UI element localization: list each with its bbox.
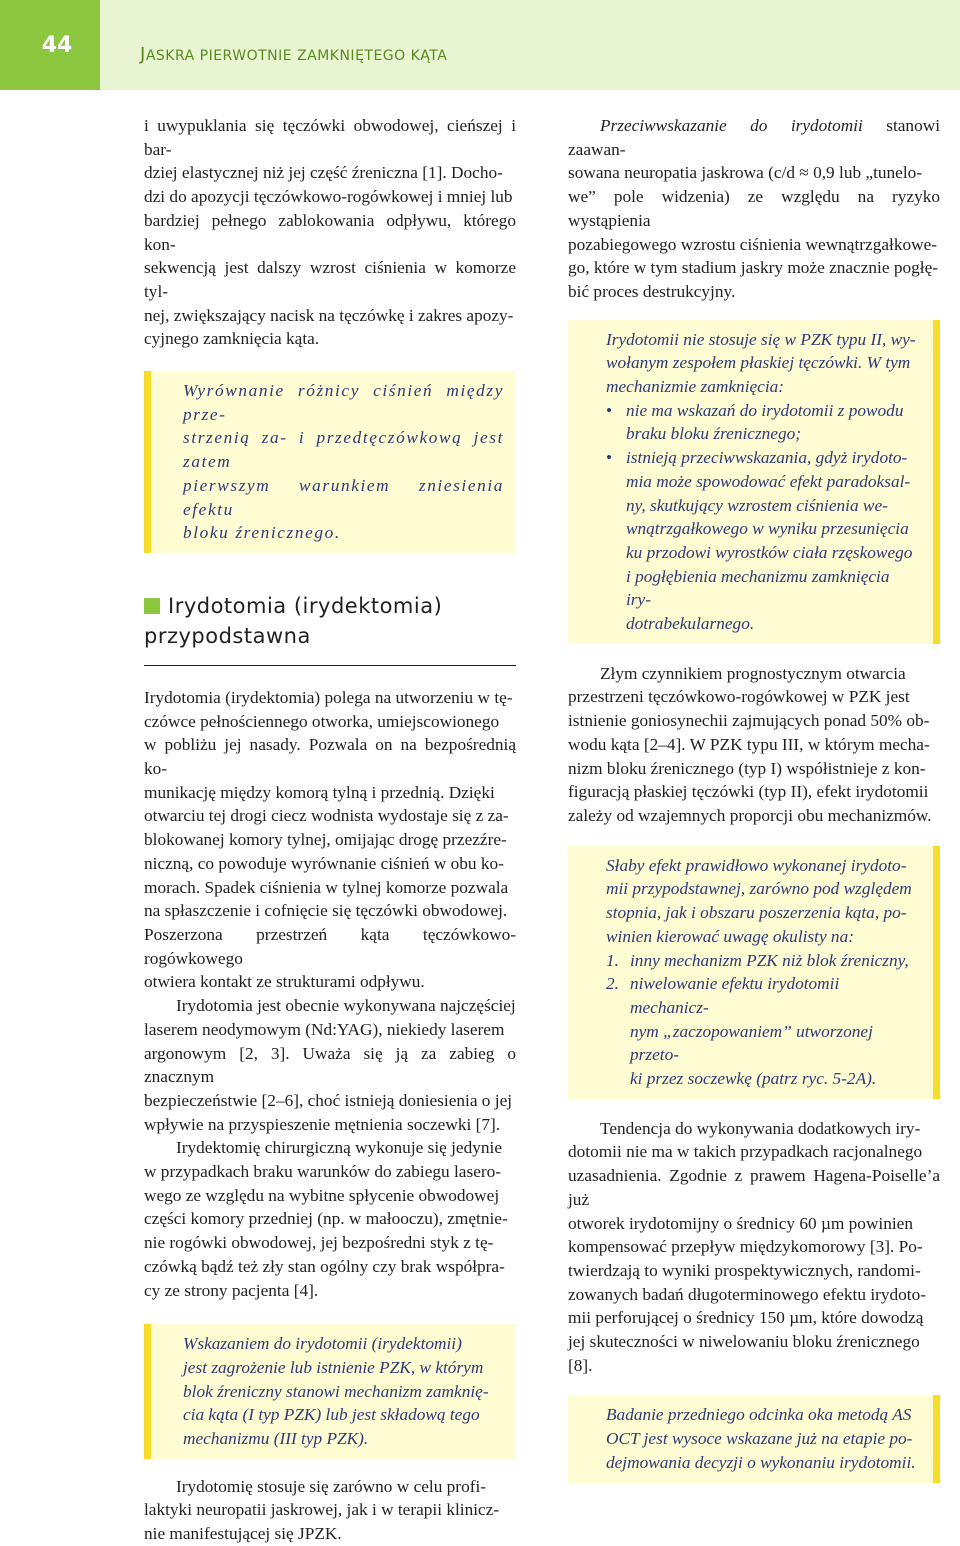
contraindication-intro xyxy=(606,328,917,399)
text-line: Przeciwwskazanie do irydotomii stanowi zaawan- xyxy=(568,116,940,159)
text-line: i uwypuklania się tęczówki obwodowej, cieńszej i bar- xyxy=(144,116,516,159)
text-line: przestrzeni tęczówkowo-rogówkowej w PZK jest xyxy=(568,687,910,707)
right-paragraph-3 xyxy=(568,1117,940,1378)
text-line: nie manifestującej się JPZK. xyxy=(144,1524,342,1544)
text-line: części komory przedniej (np. w małooczu), zmętnie- xyxy=(144,1209,508,1229)
text-line: laserem neodymowym (Nd:YAG), niekiedy laserem xyxy=(144,1019,505,1039)
heading-line-1: Irydotomia (irydektomia) xyxy=(168,593,443,618)
text-line: we” pole widzenia) ze względu na ryzyko wystąpienia xyxy=(568,187,940,230)
left-paragraph-3 xyxy=(144,994,516,1136)
highlight-box-indication xyxy=(144,1324,516,1459)
text-line: sowana neuropatia jaskrowa (c/d ≈ 0,9 lub „tunelo- xyxy=(568,163,923,183)
text-line: Irydektomię chirurgiczną wykonuje się jedynie xyxy=(176,1138,502,1158)
contraindication-bullets xyxy=(606,399,917,636)
text-line: bloku źrenicznego. xyxy=(183,523,341,543)
text-line: w przypadkach braku warunków do zabiegu lasero- xyxy=(144,1162,502,1182)
numbered-item: 2. niwelowanie efektu irydotomii mechanicz- nym „zaczopowaniem” utworzonej przeto- ki przez soczewkę (patrz ryc. 5-2A). xyxy=(606,974,877,1089)
text-line: munikację między komorą tylną i przednią. Dzięki xyxy=(144,782,495,802)
left-column xyxy=(144,114,516,1546)
running-title xyxy=(140,44,447,65)
text-line: dzi do apozycji tęczówkowo-rogówkowej i mniej lub xyxy=(144,187,513,207)
text-line: Poszerzona przestrzeń kąta tęczówkowo-rogówkowego xyxy=(144,924,516,968)
text-line: nej, zwiększający nacisk na tęczówkę i zakres apozy- xyxy=(144,305,514,325)
text-line: bić proces destrukcyjny. xyxy=(568,281,736,301)
text-line: zowanych badań długoterminowego efektu irydoto- xyxy=(568,1284,926,1304)
bullet-item: • nie ma wskazań do irydotomii z powodu braku bloku źrenicznego; xyxy=(606,399,917,446)
section-heading xyxy=(144,591,516,666)
text-line: istnienie goniosynechii zajmujących ponad 50% ob- xyxy=(568,711,930,731)
highlight-box-oct xyxy=(568,1395,940,1482)
text-line: dziej elastycznej niż jej część źreniczna [1]. Docho- xyxy=(144,163,503,183)
text-line: mechanizmie zamknięcia: xyxy=(606,377,785,397)
text-line: Badanie przedniego odcinka oka metodą AS xyxy=(606,1405,912,1425)
text-line: otworek irydotomijny o średnicy 60 µm powinien xyxy=(568,1213,913,1233)
text-line: zależy od wzajemnych proporcji obu mechanizmów. xyxy=(568,805,932,825)
text-line: nizm bloku źrenicznego (typ I) współistnieje z kon- xyxy=(568,758,926,778)
text-line: jest zagrożenie lub istnienie PZK, w którym xyxy=(183,1357,484,1377)
text-line: OCT jest wysoce wskazane już na etapie po- xyxy=(606,1429,913,1449)
text-line: wołanym zespołem płaskiej tęczówki. W tym xyxy=(606,353,911,373)
text-line: twierdzają to wyniki prospektywicznych, randomi- xyxy=(568,1260,921,1280)
text-line: wego ze względu na wybitne spłycenie obwodowej xyxy=(144,1185,500,1205)
left-paragraph-5 xyxy=(144,1475,516,1546)
text-line: uzasadnienia. Zgodnie z prawem Hagena-Poiselle’a już xyxy=(568,1166,940,1209)
text-line: pozabiegowego wzrostu ciśnienia wewnątrzgałkowe- xyxy=(568,234,938,254)
text-line: go, które w tym stadium jaskry może znacznie pogłę- xyxy=(568,258,938,278)
text-line: morach. Spadek ciśnienia w tylnej komorze pozwala xyxy=(144,877,509,897)
text-line: Tendencja do wykonywania dodatkowych iry- xyxy=(600,1118,921,1138)
text-line: na spłaszczenie i cofnięcie się tęczówki obwodowej. xyxy=(144,901,508,921)
text-line: wodu kąta [2–4]. W PZK typu III, w którym mecha- xyxy=(568,734,930,754)
text-line: sekwencją jest dalszy wzrost ciśnienia w komorze tyl- xyxy=(144,258,516,301)
text-line: figuracją płaskiej tęczówki (typ II), efekt irydotomii xyxy=(568,782,929,802)
text-line: Irydotomia (irydektomia) polega na utworzeniu w tę- xyxy=(144,687,513,707)
text-line: otwarciu tej drogi ciecz wodnista wydostaje się z za- xyxy=(144,806,509,826)
text-line: Irydotomia jest obecnie wykonywana najczęściej xyxy=(176,996,516,1016)
text-line: czówką bądź też zły stan ogólny czy brak współpra- xyxy=(144,1256,505,1276)
right-paragraph-2 xyxy=(568,662,940,828)
text-line: cy ze strony pacjenta [4]. xyxy=(144,1280,319,1300)
numbered-item: 1. inny mechanizm PZK niż blok źreniczny, xyxy=(606,950,909,970)
bullet-icon: • xyxy=(606,400,613,420)
highlight-box-pressure-text xyxy=(183,379,504,545)
text-line: blok źreniczny stanowi mechanizm zamknię- xyxy=(183,1381,489,1401)
text-line: mechanizmu (III typ PZK). xyxy=(183,1429,369,1449)
text-line: mii przypodstawnej, zarówno pod względem xyxy=(606,879,912,899)
text-line: niczną, co powoduje wyrównanie ciśnień w obu ko- xyxy=(144,853,504,873)
weak-effect-list xyxy=(606,949,917,1091)
text-line: czówce pełnościennego otworka, umiejscowionego xyxy=(144,711,500,731)
page-header xyxy=(0,0,960,90)
left-paragraph-2 xyxy=(144,686,516,994)
text-line: jej skuteczności w niwelowaniu bloku źrenicznego [8]. xyxy=(568,1332,920,1375)
text-line: cia kąta (I typ PZK) lub jest składową tego xyxy=(183,1405,480,1425)
text-line: Wyrównanie różnicy ciśnień między prze- xyxy=(183,381,504,424)
highlight-box-pressure xyxy=(144,371,516,553)
heading-square-icon xyxy=(144,598,160,614)
text-line: bardziej pełnego zablokowania odpływu, którego kon- xyxy=(144,210,516,254)
text-line: dejmowania decyzji o wykonaniu irydotomii. xyxy=(606,1452,916,1472)
bullet-icon: • xyxy=(606,448,613,468)
right-paragraph-1 xyxy=(568,114,940,304)
text-line: stopnia, jak i obszaru poszerzenia kąta, po- xyxy=(606,903,907,923)
text-line: winien kierować uwagę okulisty na: xyxy=(606,926,854,946)
left-paragraph-1 xyxy=(144,114,516,351)
weak-effect-intro xyxy=(606,854,917,949)
highlight-box-weak-effect xyxy=(568,846,940,1099)
page-number: 44 xyxy=(0,0,100,90)
text-line: argonowym [2, 3]. Uważa się ją za zabieg o znacznym xyxy=(144,1043,516,1087)
text-line: laktyki neuropatii jaskrowej, jak i w terapii klinicz- xyxy=(144,1500,500,1520)
text-line: kompensować przepływ międzykomorowy [3]. Po- xyxy=(568,1237,923,1257)
text-line: strzenią za- i przedtęczówkową jest zatem xyxy=(183,428,504,472)
right-column xyxy=(568,114,940,1483)
highlight-box-contraindication xyxy=(568,320,940,644)
text-line: nie rogówki obwodowej, jej bezpośredni styk z tę- xyxy=(144,1233,494,1253)
running-title-rest: ASKRA PIERWOTNIE ZAMKNIĘTEGO KĄTA xyxy=(145,48,448,64)
text-line: dotomii nie ma w takich przypadkach racjonalnego xyxy=(568,1142,923,1162)
text-line: Słaby efekt prawidłowo wykonanej irydoto- xyxy=(606,855,907,875)
text-line: Złym czynnikiem prognostycznym otwarcia xyxy=(600,663,906,683)
text-line: otwiera kontakt ze strukturami odpływu. xyxy=(144,972,425,992)
text-line: w pobliżu jej nasady. Pozwala on na bezpośrednią ko- xyxy=(144,735,516,779)
text-line: blokowanej komory tylnej, omijając drogę przezźre- xyxy=(144,830,507,850)
text-line: Irydotomię stosuje się zarówno w celu profi- xyxy=(176,1476,487,1496)
heading-divider xyxy=(144,665,516,666)
heading-line-2: przypodstawna xyxy=(144,623,311,648)
text-line: wpływie na przyspieszenie mętnienia soczewki [7]. xyxy=(144,1114,501,1134)
text-line: Irydotomii nie stosuje się w PZK typu II, wy- xyxy=(606,329,916,349)
highlight-box-indication-text xyxy=(183,1332,504,1451)
oct-text xyxy=(606,1403,917,1474)
text-line: mii perforującej o średnicy 150 µm, które dowodzą xyxy=(568,1308,924,1328)
text-line: cyjnego zamknięcia kąta. xyxy=(144,329,320,349)
bullet-item: • istnieją przeciwwskazania, gdyż irydoto- mia może spowodować efekt paradoksal- ny, skutkujący wzrostem ciśnienia we- wnątrzgałkowego w wyniku przesunięcia ku przodowi wyrostków ciała rzęskowego i pogłębienia mechanizmu zamknięcia iry- dotrabekularnego. xyxy=(606,446,917,636)
running-title-initial: J xyxy=(140,44,146,65)
text-line: pierwszym warunkiem zniesienia efektu xyxy=(183,475,504,519)
left-paragraph-4 xyxy=(144,1136,516,1302)
text-line: bezpieczeństwie [2–6], choć istnieją doniesienia o jej xyxy=(144,1090,513,1110)
text-line: Wskazaniem do irydotomii (irydektomii) xyxy=(183,1334,462,1354)
